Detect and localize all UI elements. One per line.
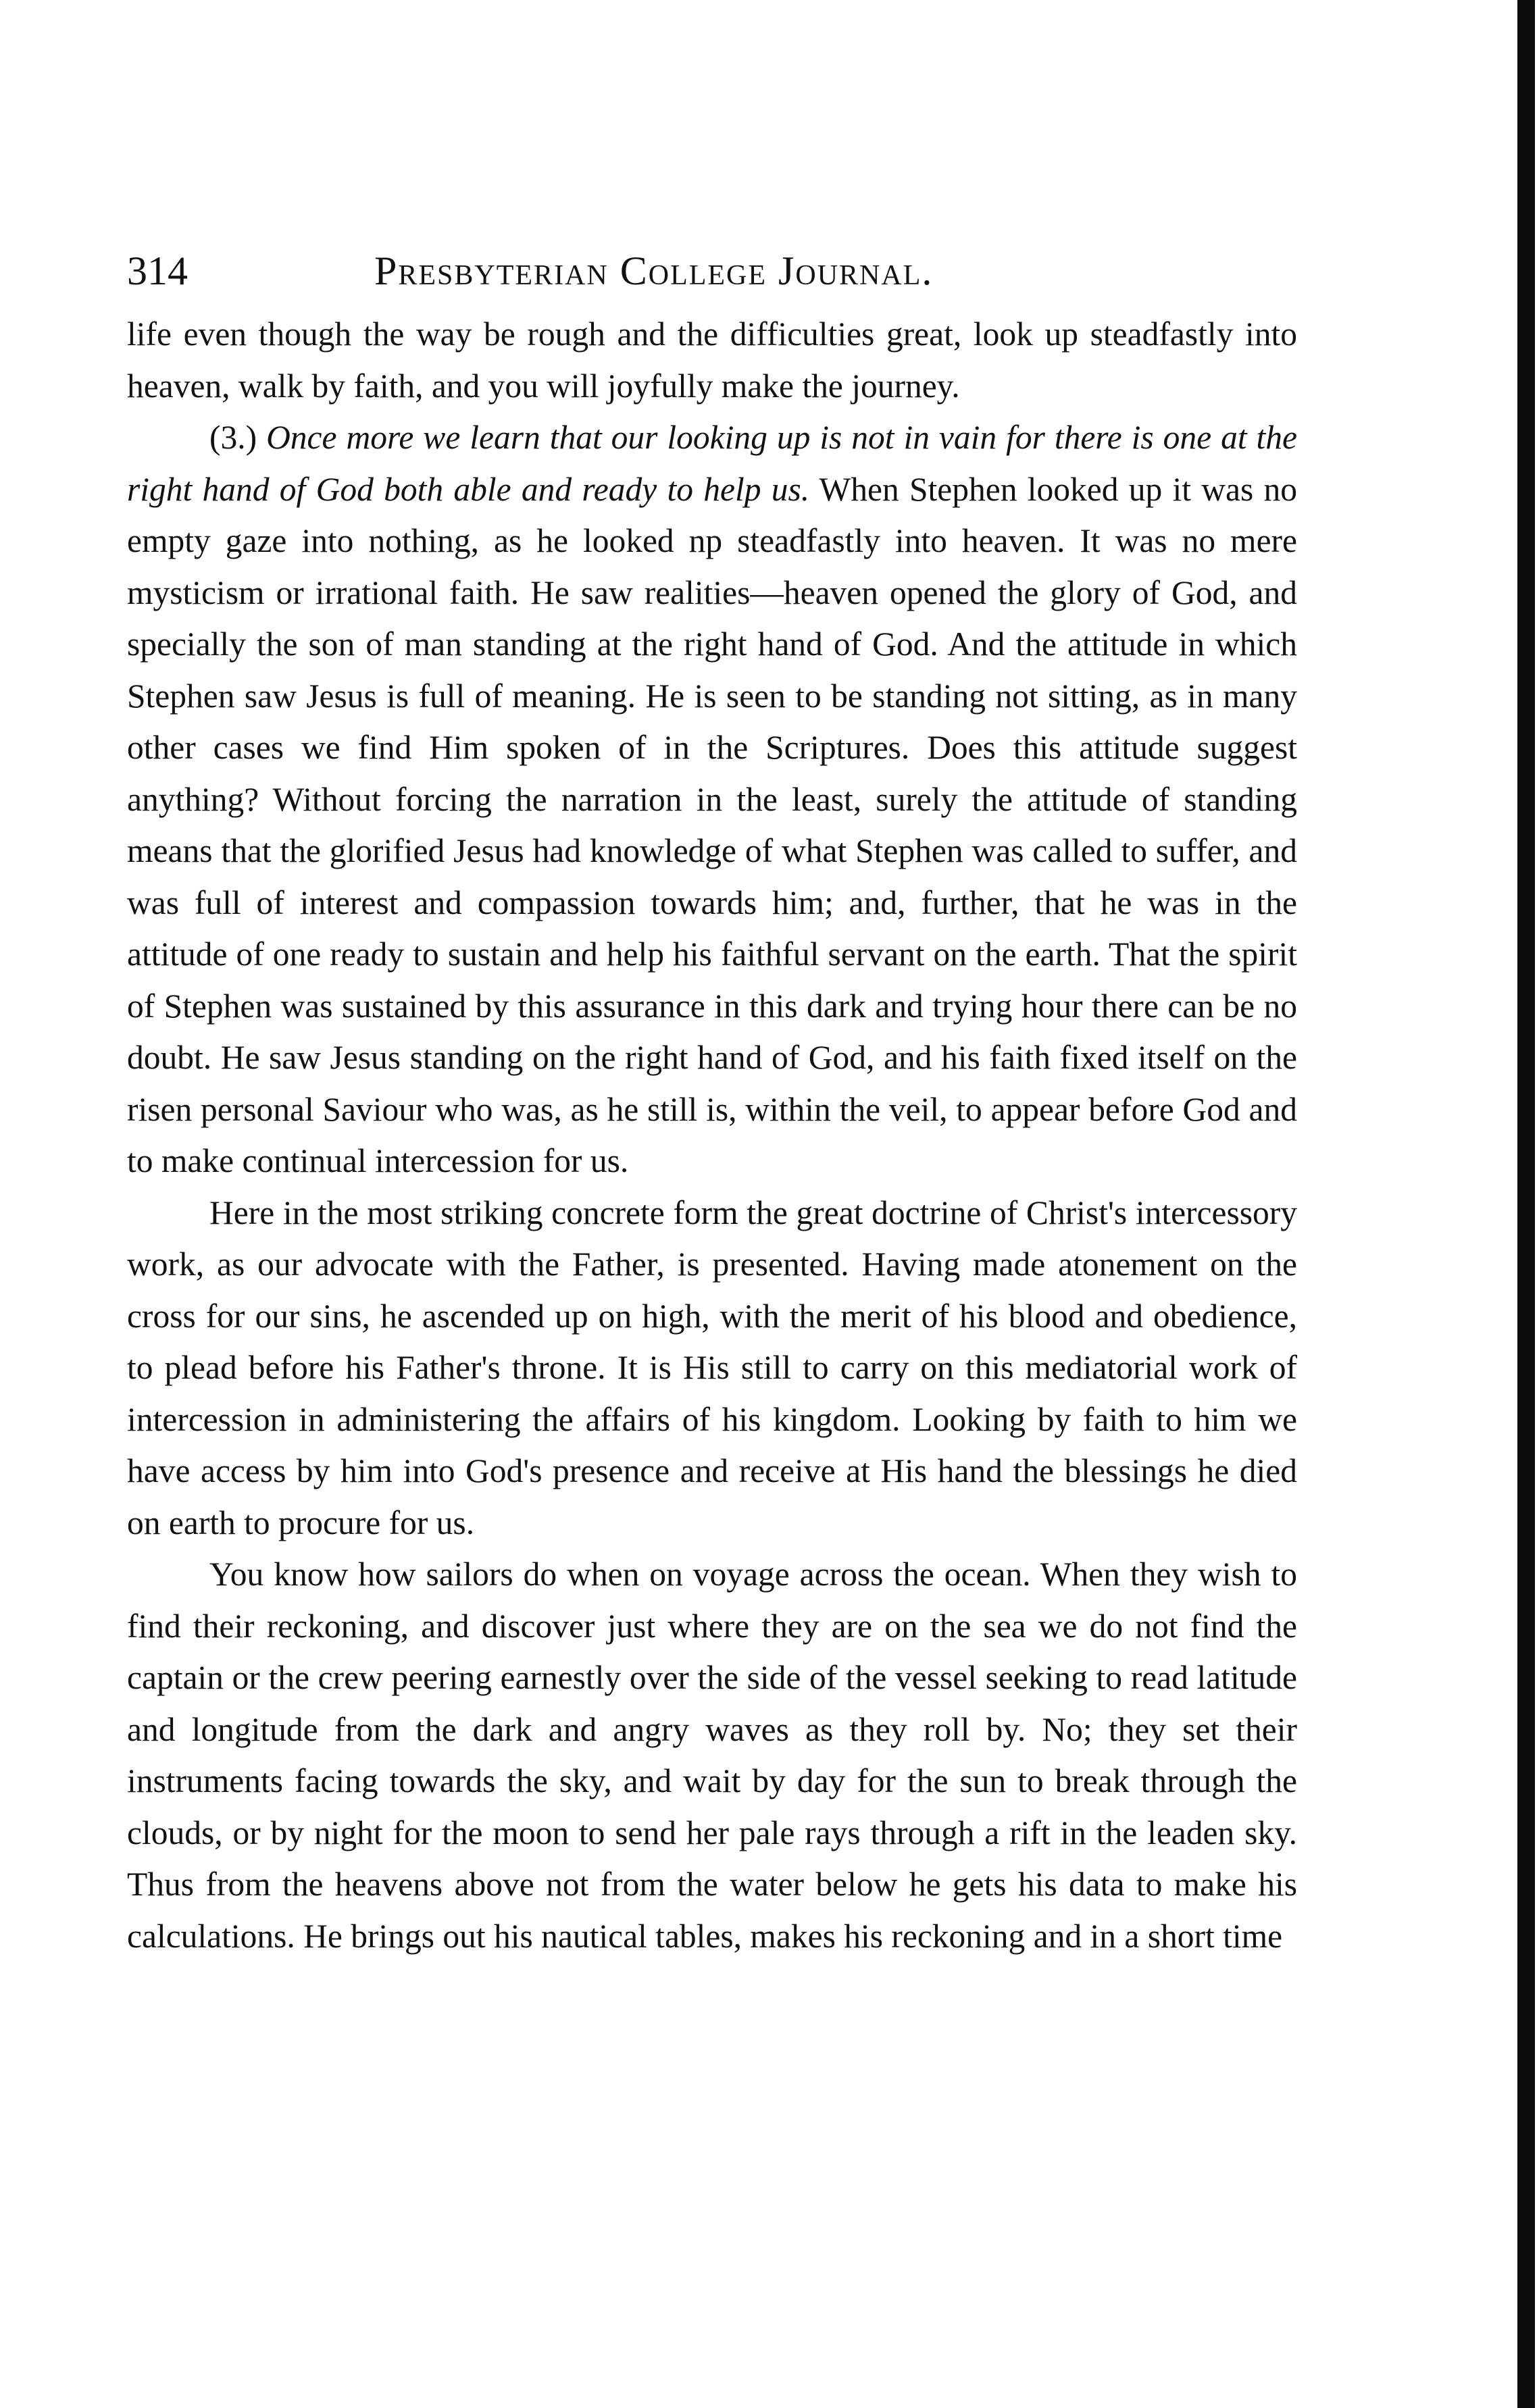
running-head [127,240,1303,301]
point-marker: (3.) [209,419,267,456]
paragraph-intercession: Here in the most striking concrete form the great doctrine of Christ's intercessory work, as our advocate with the Father, is presented. Having made atonement on the cross for our sins, he ascended up on high, with the merit of his blood and obedience, to plead before his Father's throne. It is His still to carry on this mediatorial work of intercession in administering the affairs of his kingdom. Looking by faith to him we have access by him into God's presence and receive at His hand the blessings he died on earth to procure for us. [127,1194,1297,1541]
paragraph-point-three [127,412,1297,1187]
journal-title: Presbyterian College Journal. [374,249,934,293]
italic-thesis: Once more we learn that our looking up is not in vain for there is one at the right hand of God both able and ready to help us. [127,419,1297,508]
page-edge-shadow [1517,0,1535,2408]
paragraph-text: When Stephen looked up it was no empty gaze into nothing, as he looked np steadfastly into heaven. It was no mere mysticism or irrational faith. He saw realities—heaven opened the glory of God, and specially the son of man standing at the right hand of God. And the attitude in which Stephen saw Jesus is full of meaning. He is seen to be standing not sitting, as in many other cases we find Him spoken of in the Scriptures. Does this attitude suggest anything? Without forcing the narration in the least, surely the attitude of standing means that the glorified Jesus had knowledge of what Stephen was called to suffer, and was full of interest and compassion towards him; and, further, that he was in the attitude of one ready to sustain and help his faithful servant on the earth. That the spirit of Stephen was sustained by this assurance in this dark and trying hour there can be no doubt. He saw Jesus standing on the right hand of God, and his faith fixed itself on the risen personal Saviour who was, as he still is, within the veil, to appear before God and to make continual intercession for us. [127,470,1298,1179]
page-number: 314 [127,249,188,293]
paragraph-sailors: You know how sailors do when on voyage across the ocean. When they wish to find their reckoning, and discover just where they are on the sea we do not find the captain or the crew peering earnestly over the side of the vessel seeking to read latitude and longitude from the dark and angry waves as they roll by. No; they set their instruments facing towards the sky, and wait by day for the sun to break through the clouds, or by night for the moon to send her pale rays through a rift in the leaden sky. Thus from the heavens above not from the water below he gets his data to make his calculations. He brings out his nautical tables, makes his reckoning and in a short time [127,1556,1297,1955]
paragraph-continuation: life even though the way be rough and the difficulties great, look up steadfastly into heaven, walk by faith, and you will joyfully make the journey. [127,315,1297,405]
body-text [127,309,1297,1962]
